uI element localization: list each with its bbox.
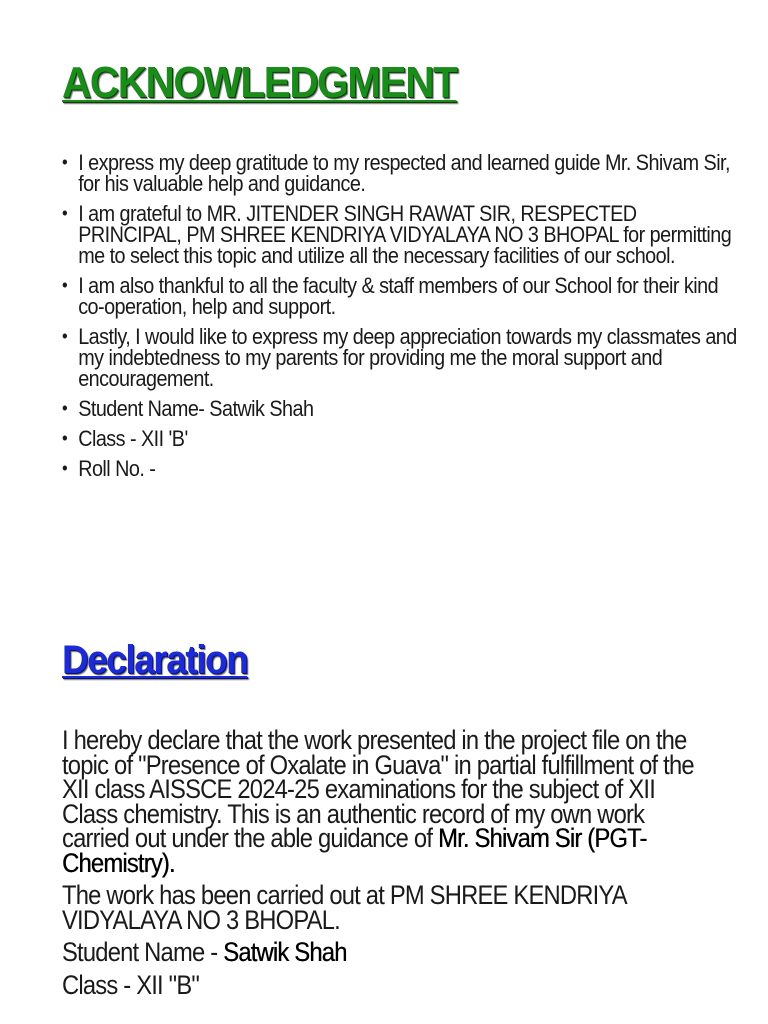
declaration-class-line: Class - XII "B"	[62, 969, 200, 1000]
declaration-paragraph	[62, 725, 696, 878]
list-item	[62, 275, 738, 317]
acknowledgment-item-text: I am grateful to MR. JITENDER SINGH RAWAT SIR, RESPECTED PRINCIPAL, PM SHREE KENDRIYA VIDYALAYA NO 3 BHOPAL for permitting me to select this topic and utilize all the necessary facilities of our school.	[78, 201, 732, 268]
bullet-icon: •	[62, 428, 68, 448]
list-item	[62, 326, 738, 389]
declaration-body	[62, 725, 694, 1005]
class-line: Class - XII 'B'	[78, 426, 188, 451]
bullet-icon: •	[62, 326, 68, 346]
declaration-student-line	[62, 937, 696, 967]
declaration-title: Declaration	[62, 638, 248, 682]
declaration-text: I hereby declare that the work presented in the project file on the topic of "Presence of Oxalate in Guava" in partial fulfillment of the XII class AISSCE 2024-25 examinations for the subject of XII Class chemistry. This is an authentic record of my own work carried out under the able guidance of	[62, 725, 694, 853]
acknowledgment-item-text: I am also thankful to all the faculty & staff members of our School for their kind co-operation, help and support.	[78, 273, 719, 319]
declaration-location: The work has been carried out at PM SHREE KENDRIYA VIDYALAYA NO 3 BHOPAL.	[62, 880, 626, 935]
bullet-icon: •	[62, 203, 68, 223]
list-item	[62, 203, 738, 266]
student-name-line: Student Name- Satwik Shah	[78, 396, 314, 421]
bullet-icon: •	[62, 398, 68, 418]
bullet-icon: •	[62, 458, 68, 478]
acknowledgment-item-text: I express my deep gratitude to my respected and learned guide Mr. Shivam Sir, for his valuable help and guidance.	[78, 150, 730, 196]
list-item	[62, 428, 738, 449]
acknowledgment-list	[62, 150, 737, 488]
list-item	[62, 152, 738, 194]
bullet-icon: •	[62, 152, 68, 172]
list-item	[62, 458, 738, 479]
acknowledgment-title: ACKNOWLEDGMENT	[62, 58, 457, 107]
acknowledgment-item-text: Lastly, I would like to express my deep appreciation towards my classmates and my indebtedness to my parents for providing me the moral support and encouragement.	[78, 324, 737, 391]
roll-number-line: Roll No. -	[78, 456, 156, 481]
list-item	[62, 398, 738, 419]
student-name: Satwik Shah	[223, 937, 347, 967]
student-label: Student Name -	[62, 937, 224, 967]
bullet-icon: •	[62, 275, 68, 295]
guide-name: Mr. Shivam Sir (PGT-Chemistry).	[62, 823, 647, 878]
